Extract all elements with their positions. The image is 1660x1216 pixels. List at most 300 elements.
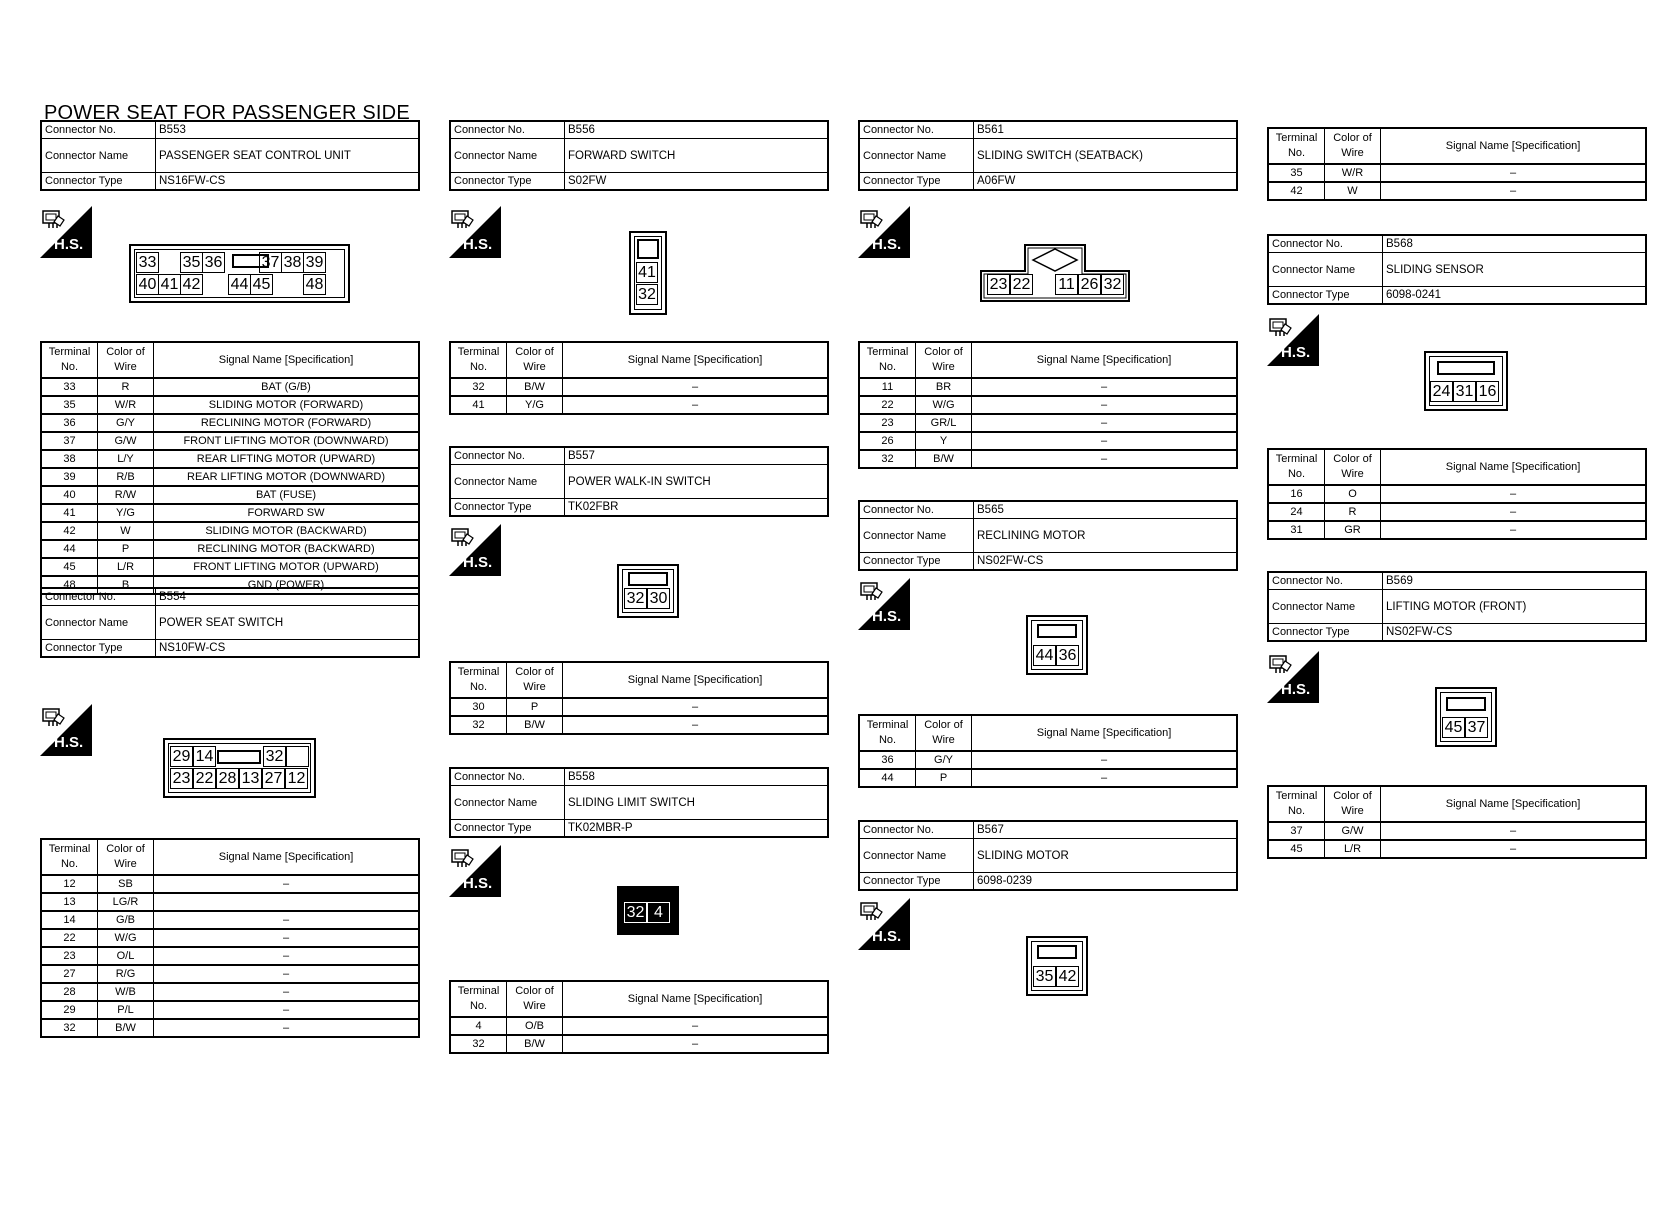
connector-name-value: RECLINING MOTOR (974, 519, 1238, 553)
terminal-table (1267, 448, 1647, 540)
connector-info-table (40, 120, 420, 191)
connector-type-label: Connector Type (41, 173, 156, 191)
wire-color: B/W (507, 378, 563, 396)
wire-color: BR (916, 378, 972, 396)
connector-type-label: Connector Type (450, 820, 565, 838)
connector-pin: 11 (1055, 274, 1078, 295)
table-row (859, 396, 1237, 414)
header-signal-name: Signal Name [Specification] (972, 715, 1238, 751)
connector-info-b569 (1267, 571, 1647, 642)
hs-badge-icon (449, 524, 501, 576)
connector-no-label: Connector No. (1268, 572, 1383, 590)
table-row (1268, 840, 1646, 858)
connector-type-value: NS10FW-CS (156, 640, 420, 658)
terminal-table (40, 341, 420, 595)
signal-name: REAR LIFTING MOTOR (UPWARD) (154, 450, 420, 468)
terminal-no: 37 (1268, 822, 1325, 840)
signal-name: – (972, 396, 1238, 414)
terminal-no: 32 (41, 1019, 98, 1037)
terminal-table (1267, 785, 1647, 859)
wire-color: B/W (507, 1035, 563, 1053)
connector-pin: 30 (647, 588, 670, 609)
terminal-table-b569 (1267, 785, 1647, 859)
table-row (1268, 164, 1646, 182)
table-row (41, 1019, 419, 1037)
signal-name: BAT (FUSE) (154, 486, 420, 504)
terminal-table (449, 661, 829, 735)
table-row (41, 576, 419, 594)
terminal-no: 37 (41, 432, 98, 450)
connector-info-table (1267, 571, 1647, 642)
connector-type-label: Connector Type (41, 640, 156, 658)
wire-color: Y (916, 432, 972, 450)
connector-pin: 32 (624, 902, 647, 923)
connector-type-value: 6098-0239 (974, 873, 1238, 891)
connector-name-label: Connector Name (859, 519, 974, 553)
connector-name-label: Connector Name (859, 139, 974, 173)
wire-color: GR/L (916, 414, 972, 432)
terminal-no: 44 (41, 540, 98, 558)
connector-pin: 31 (1453, 381, 1476, 402)
terminal-table-b561 (858, 341, 1238, 469)
terminal-no: 14 (41, 911, 98, 929)
connector-name-label: Connector Name (450, 139, 565, 173)
terminal-table-b553 (40, 341, 420, 595)
table-row (450, 396, 828, 414)
connector-name-label: Connector Name (450, 465, 565, 499)
connector-latch (628, 572, 668, 586)
connector-pin: 39 (303, 252, 326, 273)
connector-name-value: POWER WALK-IN SWITCH (565, 465, 829, 499)
connector-info-b558 (449, 767, 829, 838)
connector-type-label: Connector Type (450, 173, 565, 191)
terminal-no: 4 (450, 1017, 507, 1035)
hs-badge-icon (449, 206, 501, 258)
connector-pin: 40 (136, 274, 159, 295)
table-row (41, 522, 419, 540)
table-row (41, 983, 419, 1001)
terminal-no: 42 (1268, 182, 1325, 200)
connector-no-value: B568 (1383, 235, 1647, 253)
connector-pin: 4 (647, 902, 670, 923)
connector-pin: 12 (285, 768, 308, 789)
terminal-no: 42 (41, 522, 98, 540)
wire-color: R (1325, 503, 1381, 521)
table-row (859, 769, 1237, 787)
table-row (450, 1035, 828, 1053)
connector-latch (637, 239, 659, 259)
terminal-no: 39 (41, 468, 98, 486)
signal-name: – (1381, 521, 1647, 539)
connector-type-value: NS02FW-CS (974, 553, 1238, 571)
connector-info-table (858, 820, 1238, 891)
connector-pin: 32 (263, 746, 286, 767)
signal-name: – (154, 983, 420, 1001)
wire-color: W/G (916, 396, 972, 414)
signal-name: – (1381, 822, 1647, 840)
table-row (450, 716, 828, 734)
signal-name: FRONT LIFTING MOTOR (DOWNWARD) (154, 432, 420, 450)
terminal-table-b558 (449, 980, 829, 1054)
connector-type-label: Connector Type (1268, 624, 1383, 642)
terminal-no: 45 (41, 558, 98, 576)
hs-badge-icon (1267, 314, 1319, 366)
connector-no-label: Connector No. (450, 447, 565, 465)
signal-name: REAR LIFTING MOTOR (DOWNWARD) (154, 468, 420, 486)
header-terminal-no: Terminal No. (41, 839, 98, 875)
terminal-table (449, 341, 829, 415)
signal-name: – (154, 911, 420, 929)
header-signal-name: Signal Name [Specification] (563, 662, 829, 698)
hs-badge-icon (40, 704, 92, 756)
connector-no-value: B556 (565, 121, 829, 139)
table-row (41, 468, 419, 486)
connector-pin: 36 (202, 252, 225, 273)
table-row (41, 947, 419, 965)
signal-name: – (1381, 182, 1647, 200)
connector-no-value: B565 (974, 501, 1238, 519)
header-signal-name: Signal Name [Specification] (563, 342, 829, 378)
wire-color: P/L (98, 1001, 154, 1019)
wire-color: B/W (916, 450, 972, 468)
connector-pin: 23 (170, 768, 193, 789)
wire-color: W/G (98, 929, 154, 947)
wire-color: G/B (98, 911, 154, 929)
connector-type-value: NS16FW-CS (156, 173, 420, 191)
signal-name: BAT (G/B) (154, 378, 420, 396)
signal-name: – (154, 947, 420, 965)
connector-pin: 14 (193, 746, 216, 767)
wire-color: L/R (98, 558, 154, 576)
connector-no-value: B557 (565, 447, 829, 465)
signal-name: – (154, 1001, 420, 1019)
connector-type-label: Connector Type (450, 499, 565, 517)
table-row (859, 414, 1237, 432)
wire-color: G/Y (916, 751, 972, 769)
terminal-no: 29 (41, 1001, 98, 1019)
terminal-no: 23 (859, 414, 916, 432)
terminal-no: 48 (41, 576, 98, 594)
signal-name: – (1381, 840, 1647, 858)
wire-color: B/W (507, 716, 563, 734)
connector-pin: 26 (1078, 274, 1101, 295)
connector-info-table (40, 587, 420, 658)
table-row (41, 414, 419, 432)
connector-info-b553 (40, 120, 420, 191)
signal-name: – (1381, 164, 1647, 182)
connector-name-label: Connector Name (1268, 590, 1383, 624)
header-color-of-wire: Color of Wire (98, 839, 154, 875)
signal-name: FORWARD SW (154, 504, 420, 522)
wire-color: R (98, 378, 154, 396)
connector-no-label: Connector No. (859, 821, 974, 839)
wire-color: W/R (1325, 164, 1381, 182)
connector-info-table (449, 120, 829, 191)
connector-name-value: SLIDING MOTOR (974, 839, 1238, 873)
wire-color: GR (1325, 521, 1381, 539)
connector-name-value: FORWARD SWITCH (565, 139, 829, 173)
connector-info-b567 (858, 820, 1238, 891)
signal-name: RECLINING MOTOR (BACKWARD) (154, 540, 420, 558)
signal-name: – (154, 1019, 420, 1037)
header-color-of-wire: Color of Wire (1325, 128, 1381, 164)
wire-color: O/B (507, 1017, 563, 1035)
wire-color: SB (98, 875, 154, 893)
table-row (41, 875, 419, 893)
terminal-no: 12 (41, 875, 98, 893)
page-title: POWER SEAT FOR PASSENGER SIDE (44, 102, 410, 124)
terminal-table (1267, 127, 1647, 201)
hs-badge-label: H.S. (1281, 344, 1311, 361)
signal-name: – (563, 1017, 829, 1035)
table-row (1268, 521, 1646, 539)
connector-name-label: Connector Name (450, 786, 565, 820)
terminal-no: 28 (41, 983, 98, 1001)
table-row (41, 432, 419, 450)
header-terminal-no: Terminal No. (1268, 128, 1325, 164)
signal-name: – (972, 450, 1238, 468)
signal-name (154, 893, 420, 911)
wire-color: B (98, 576, 154, 594)
table-row (450, 378, 828, 396)
signal-name: – (972, 378, 1238, 396)
header-color-of-wire: Color of Wire (507, 342, 563, 378)
connector-no-label: Connector No. (450, 121, 565, 139)
wire-color: W/B (98, 983, 154, 1001)
table-row (859, 751, 1237, 769)
connector-info-b568 (1267, 234, 1647, 305)
hs-badge-icon (449, 845, 501, 897)
signal-name: – (154, 875, 420, 893)
connector-pin: 32 (624, 588, 647, 609)
hs-badge-label: H.S. (54, 734, 84, 751)
connector-no-label: Connector No. (41, 121, 156, 139)
connector-pin: 24 (1430, 381, 1453, 402)
connector-info-b556 (449, 120, 829, 191)
connector-type-label: Connector Type (1268, 287, 1383, 305)
header-terminal-no: Terminal No. (859, 715, 916, 751)
connector-info-b565 (858, 500, 1238, 571)
wire-color: O/L (98, 947, 154, 965)
connector-latch (1446, 697, 1486, 711)
table-row (41, 396, 419, 414)
hs-badge-label: H.S. (463, 875, 493, 892)
connector-no-value: B553 (156, 121, 420, 139)
connector-pin: 37 (1465, 717, 1488, 738)
connector-info-table (1267, 234, 1647, 305)
connector-type-value: NS02FW-CS (1383, 624, 1647, 642)
connector-pin: 35 (180, 252, 203, 273)
table-row (1268, 503, 1646, 521)
terminal-no: 30 (450, 698, 507, 716)
connector-pin: 42 (1056, 966, 1079, 987)
connector-name-label: Connector Name (1268, 253, 1383, 287)
terminal-no: 16 (1268, 485, 1325, 503)
connector-latch (217, 750, 261, 764)
wire-color: W/R (98, 396, 154, 414)
connector-latch (1037, 945, 1077, 959)
table-row (859, 450, 1237, 468)
connector-pin: 44 (228, 274, 251, 295)
signal-name: – (154, 965, 420, 983)
header-color-of-wire: Color of Wire (98, 342, 154, 378)
table-row (41, 929, 419, 947)
signal-name: – (972, 432, 1238, 450)
connector-no-label: Connector No. (41, 588, 156, 606)
terminal-table-b568 (1267, 448, 1647, 540)
terminal-no: 36 (859, 751, 916, 769)
terminal-no: 32 (450, 716, 507, 734)
signal-name: – (154, 929, 420, 947)
connector-name-label: Connector Name (41, 139, 156, 173)
table-row (41, 1001, 419, 1019)
signal-name: SLIDING MOTOR (BACKWARD) (154, 522, 420, 540)
wire-color: L/Y (98, 450, 154, 468)
terminal-no: 22 (41, 929, 98, 947)
header-terminal-no: Terminal No. (41, 342, 98, 378)
table-row (41, 558, 419, 576)
connector-type-value: S02FW (565, 173, 829, 191)
hs-badge-icon (858, 206, 910, 258)
header-terminal-no: Terminal No. (859, 342, 916, 378)
connector-type-value: TK02FBR (565, 499, 829, 517)
connector-pin: 13 (239, 768, 262, 789)
connector-info-b554 (40, 587, 420, 658)
connector-info-table (449, 446, 829, 517)
terminal-no: 41 (450, 396, 507, 414)
wire-color: O (1325, 485, 1381, 503)
connector-pin: 45 (250, 274, 273, 295)
connector-type-value: TK02MBR-P (565, 820, 829, 838)
connector-type-label: Connector Type (859, 553, 974, 571)
connector-name-value: SLIDING SENSOR (1383, 253, 1647, 287)
signal-name: – (972, 414, 1238, 432)
terminal-no: 45 (1268, 840, 1325, 858)
header-color-of-wire: Color of Wire (507, 662, 563, 698)
table-row (41, 504, 419, 522)
header-signal-name: Signal Name [Specification] (154, 342, 420, 378)
connector-type-value: A06FW (974, 173, 1238, 191)
header-terminal-no: Terminal No. (1268, 449, 1325, 485)
wire-color: G/Y (98, 414, 154, 432)
terminal-table-b557 (449, 661, 829, 735)
header-terminal-no: Terminal No. (450, 662, 507, 698)
signal-name: – (972, 751, 1238, 769)
table-row (859, 432, 1237, 450)
wire-color: W (98, 522, 154, 540)
header-terminal-no: Terminal No. (1268, 786, 1325, 822)
table-row (1268, 822, 1646, 840)
terminal-no: 13 (41, 893, 98, 911)
hs-badge-icon (858, 578, 910, 630)
connector-pin: 48 (303, 274, 326, 295)
signal-name: RECLINING MOTOR (FORWARD) (154, 414, 420, 432)
connector-pin: 23 (987, 274, 1010, 295)
hs-badge-label: H.S. (872, 236, 902, 253)
connector-no-value: B569 (1383, 572, 1647, 590)
table-row (41, 378, 419, 396)
header-color-of-wire: Color of Wire (916, 342, 972, 378)
header-signal-name: Signal Name [Specification] (154, 839, 420, 875)
terminal-table-b554 (40, 838, 420, 1038)
signal-name: – (972, 769, 1238, 787)
wire-color: R/W (98, 486, 154, 504)
signal-name: – (563, 396, 829, 414)
terminal-no: 32 (450, 378, 507, 396)
signal-name: – (563, 698, 829, 716)
terminal-no: 44 (859, 769, 916, 787)
table-row (41, 911, 419, 929)
table-row (41, 540, 419, 558)
connector-latch (1437, 361, 1495, 375)
connector-no-value: B554 (156, 588, 420, 606)
connector-name-value: PASSENGER SEAT CONTROL UNIT (156, 139, 420, 173)
terminal-table (40, 838, 420, 1038)
connector-name-value: POWER SEAT SWITCH (156, 606, 420, 640)
connector-pin: 44 (1033, 645, 1056, 666)
wire-color: L/R (1325, 840, 1381, 858)
wire-color: G/W (1325, 822, 1381, 840)
connector-type-value: 6098-0241 (1383, 287, 1647, 305)
signal-name: FRONT LIFTING MOTOR (UPWARD) (154, 558, 420, 576)
connector-info-table (449, 767, 829, 838)
terminal-no: 35 (1268, 164, 1325, 182)
terminal-table-b565 (858, 714, 1238, 788)
terminal-no: 26 (859, 432, 916, 450)
table-row (1268, 485, 1646, 503)
connector-name-value: LIFTING MOTOR (FRONT) (1383, 590, 1647, 624)
connector-pin (286, 746, 309, 767)
table-row (41, 450, 419, 468)
terminal-table-b556 (449, 341, 829, 415)
wire-color: Y/G (507, 396, 563, 414)
connector-no-value: B561 (974, 121, 1238, 139)
wire-color: R/G (98, 965, 154, 983)
table-row (41, 893, 419, 911)
connector-pin: 36 (1056, 645, 1079, 666)
hs-badge-label: H.S. (463, 236, 493, 253)
connector-pin: 16 (1476, 381, 1499, 402)
hs-badge-icon (858, 898, 910, 950)
header-signal-name: Signal Name [Specification] (1381, 128, 1647, 164)
terminal-no: 40 (41, 486, 98, 504)
header-color-of-wire: Color of Wire (1325, 449, 1381, 485)
terminal-table (858, 714, 1238, 788)
connector-name-value: SLIDING LIMIT SWITCH (565, 786, 829, 820)
signal-name: GND (POWER) (154, 576, 420, 594)
terminal-no: 11 (859, 378, 916, 396)
terminal-table-b567 (1267, 127, 1647, 201)
signal-name: SLIDING MOTOR (FORWARD) (154, 396, 420, 414)
table-row (450, 698, 828, 716)
wire-color: Y/G (98, 504, 154, 522)
header-terminal-no: Terminal No. (450, 981, 507, 1017)
header-signal-name: Signal Name [Specification] (1381, 786, 1647, 822)
header-color-of-wire: Color of Wire (916, 715, 972, 751)
connector-pin: 41 (636, 262, 658, 283)
table-row (859, 378, 1237, 396)
connector-info-b561 (858, 120, 1238, 191)
connector-pin: 32 (1101, 274, 1124, 295)
connector-info-table (858, 120, 1238, 191)
signal-name: – (1381, 485, 1647, 503)
signal-name: – (563, 1035, 829, 1053)
wire-color: G/W (98, 432, 154, 450)
terminal-no: 41 (41, 504, 98, 522)
connector-latch (232, 254, 269, 268)
connector-pin: 33 (136, 252, 159, 273)
connector-pin: 22 (193, 768, 216, 789)
